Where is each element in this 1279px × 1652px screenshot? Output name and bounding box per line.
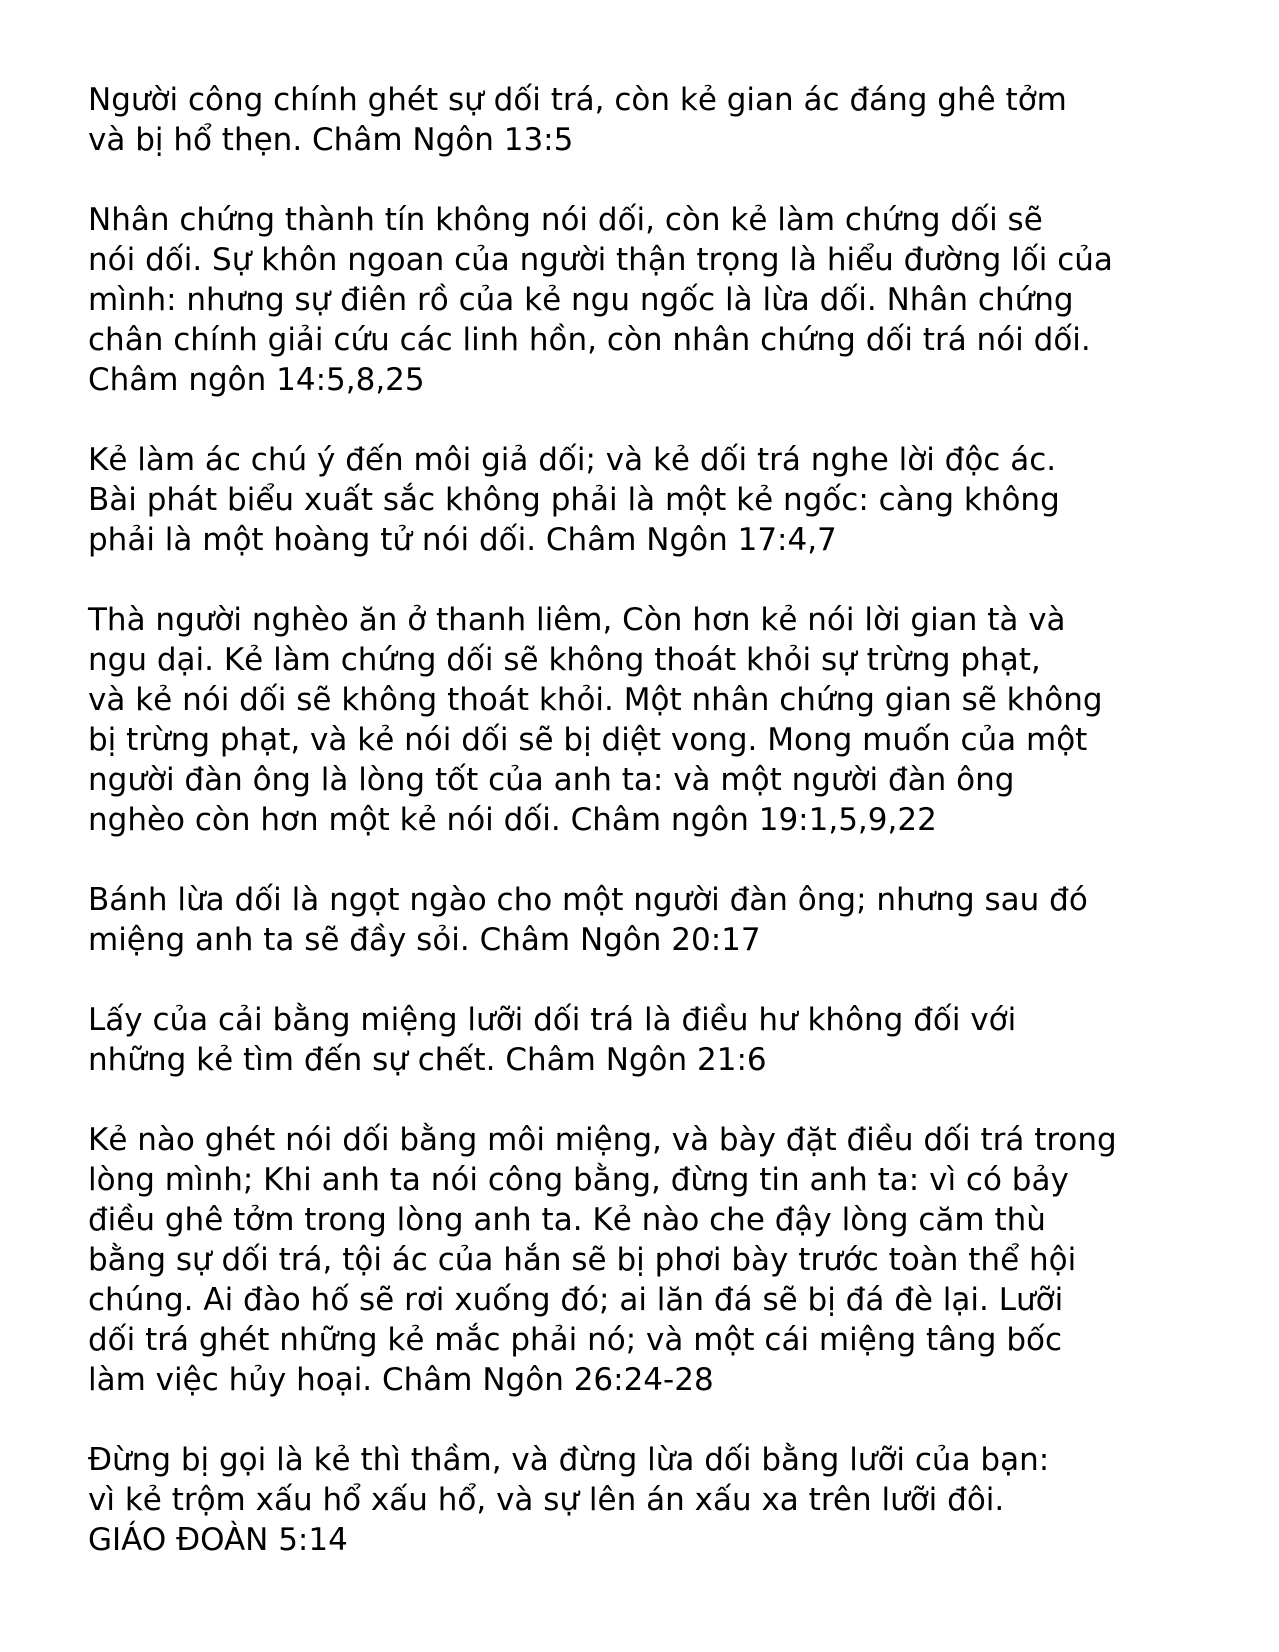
text-line: phải là một hoàng tử nói dối. Châm Ngôn 17:4,7 bbox=[88, 522, 837, 558]
scripture-paragraph bbox=[88, 600, 1218, 840]
text-line: bị trừng phạt, và kẻ nói dối sẽ bị diệt vong. Mong muốn của một bbox=[88, 722, 1088, 758]
text-line: Thà người nghèo ăn ở thanh liêm, Còn hơn kẻ nói lời gian tà và bbox=[88, 602, 1066, 638]
document-page bbox=[88, 80, 1218, 1600]
text-line: những kẻ tìm đến sự chết. Châm Ngôn 21:6 bbox=[88, 1042, 767, 1078]
text-line: nghèo còn hơn một kẻ nói dối. Châm ngôn 19:1,5,9,22 bbox=[88, 802, 937, 838]
text-line: nói dối. Sự khôn ngoan của người thận trọng là hiểu đường lối của bbox=[88, 242, 1113, 278]
text-line: và kẻ nói dối sẽ không thoát khỏi. Một nhân chứng gian sẽ không bbox=[88, 682, 1103, 718]
scripture-paragraph bbox=[88, 1440, 1218, 1560]
text-line: làm việc hủy hoại. Châm Ngôn 26:24-28 bbox=[88, 1362, 714, 1398]
text-line: dối trá ghét những kẻ mắc phải nó; và một cái miệng tâng bốc bbox=[88, 1322, 1063, 1358]
scripture-paragraph bbox=[88, 1000, 1218, 1080]
text-line: chúng. Ai đào hố sẽ rơi xuống đó; ai lăn đá sẽ bị đá đè lại. Lưỡi bbox=[88, 1282, 1064, 1318]
text-line: Bài phát biểu xuất sắc không phải là một kẻ ngốc: càng không bbox=[88, 482, 1060, 518]
text-line: Người công chính ghét sự dối trá, còn kẻ gian ác đáng ghê tởm bbox=[88, 82, 1067, 118]
scripture-paragraph bbox=[88, 1120, 1218, 1400]
text-line: Đừng bị gọi là kẻ thì thầm, và đừng lừa dối bằng lưỡi của bạn: bbox=[88, 1442, 1050, 1478]
text-line: ngu dại. Kẻ làm chứng dối sẽ không thoát khỏi sự trừng phạt, bbox=[88, 642, 1041, 678]
scripture-paragraph bbox=[88, 440, 1218, 560]
text-line: mình: nhưng sự điên rồ của kẻ ngu ngốc là lừa dối. Nhân chứng bbox=[88, 282, 1074, 318]
text-line: Lấy của cải bằng miệng lưỡi dối trá là điều hư không đối với bbox=[88, 1002, 1017, 1038]
text-line: vì kẻ trộm xấu hổ xấu hổ, và sự lên án xấu xa trên lưỡi đôi. bbox=[88, 1482, 1005, 1518]
scripture-paragraph bbox=[88, 880, 1218, 960]
text-line: Châm ngôn 14:5,8,25 bbox=[88, 362, 425, 398]
text-line: bằng sự dối trá, tội ác của hắn sẽ bị phơi bày trước toàn thể hội bbox=[88, 1242, 1077, 1278]
text-line: Bánh lừa dối là ngọt ngào cho một người đàn ông; nhưng sau đó bbox=[88, 882, 1088, 918]
text-line: điều ghê tởm trong lòng anh ta. Kẻ nào che đậy lòng căm thù bbox=[88, 1202, 1046, 1238]
text-line: và bị hổ thẹn. Châm Ngôn 13:5 bbox=[88, 122, 574, 158]
text-line: Kẻ làm ác chú ý đến môi giả dối; và kẻ dối trá nghe lời độc ác. bbox=[88, 442, 1057, 478]
scripture-paragraph bbox=[88, 80, 1218, 160]
text-line: Kẻ nào ghét nói dối bằng môi miệng, và bày đặt điều dối trá trong bbox=[88, 1122, 1117, 1158]
text-line: người đàn ông là lòng tốt của anh ta: và một người đàn ông bbox=[88, 762, 1015, 798]
text-line: lòng mình; Khi anh ta nói công bằng, đừng tin anh ta: vì có bảy bbox=[88, 1162, 1069, 1198]
text-line: GIÁO ĐOÀN 5:14 bbox=[88, 1522, 348, 1558]
scripture-paragraph bbox=[88, 200, 1218, 400]
text-line: Nhân chứng thành tín không nói dối, còn kẻ làm chứng dối sẽ bbox=[88, 202, 1043, 238]
text-line: miệng anh ta sẽ đầy sỏi. Châm Ngôn 20:17 bbox=[88, 922, 761, 958]
text-line: chân chính giải cứu các linh hồn, còn nhân chứng dối trá nói dối. bbox=[88, 322, 1091, 358]
